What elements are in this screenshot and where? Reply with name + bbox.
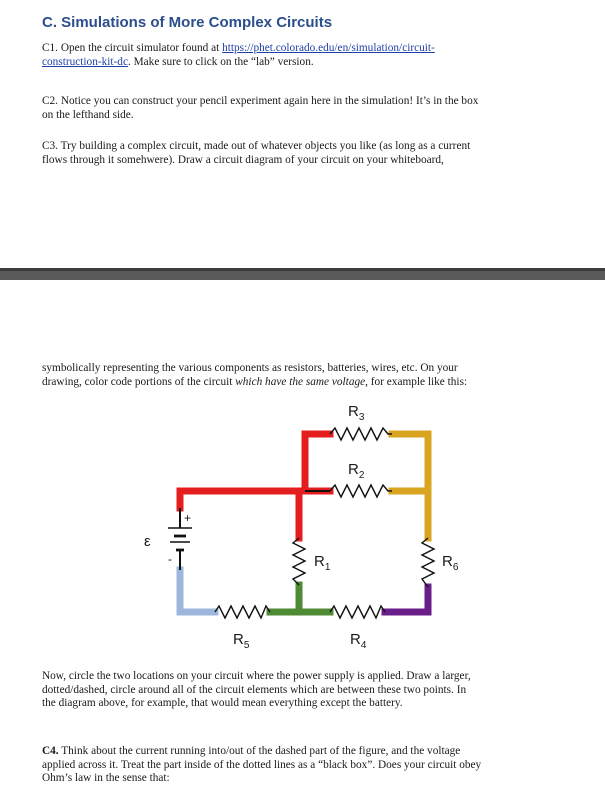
resistor-r4-zigzag <box>330 606 385 618</box>
resistor-r2-zigzag <box>330 485 392 497</box>
circuit-diagram <box>130 390 459 660</box>
now-line2: dotted/dashed, circle around all of the circuit elements which are between these two points. In <box>42 683 467 696</box>
minus-label: - <box>168 552 172 566</box>
wire-red <box>180 434 330 538</box>
page-1 <box>0 0 605 268</box>
wire-purple <box>385 587 428 612</box>
battery <box>168 528 192 550</box>
c2-line2: on the lefthand side. <box>42 108 134 121</box>
paragraph-c1 <box>42 42 564 69</box>
now-line1: Now, circle the two locations on your circuit where the power supply is applied. Draw a larger, <box>42 670 471 682</box>
c4-line3: Ohm’s law in the sense that: <box>42 772 170 784</box>
emphasis-same-voltage: which have the same voltage <box>235 375 366 388</box>
wire-green <box>270 585 330 612</box>
resistor-r3-zigzag <box>330 428 392 440</box>
simulator-link[interactable]: https://phet.colorado.edu/en/simulation/circuit- construction-kit-dc <box>42 42 435 68</box>
c1-tail: . Make sure to click on the “lab” version. <box>127 55 314 68</box>
resistor-r6-label: $R_6$ <box>442 553 459 573</box>
c4-line2: applied across it. Treat the part inside of the dotted lines as a “black box”. Does your circuit obey <box>42 758 482 771</box>
c1-lead: C1. Open the circuit simulator found at <box>42 42 223 54</box>
resistor-zigzags <box>215 428 434 618</box>
cont-line1: symbolically representing the various components as resistors, batteries, wires, etc. On your <box>42 362 458 374</box>
resistor-r5-zigzag <box>215 606 270 618</box>
paragraph-c4: C4. Think about the current running into/out of the dashed part of the figure, and the voltage applied across it. Treat the part inside of the dotted lines as a “black box”. Does your circuit obey Ohm’s law in the sense that: <box>42 745 482 784</box>
resistor-r5-label: $R_5$ <box>233 631 250 651</box>
resistor-r3-label: $R_3$ <box>348 403 365 423</box>
c2-line1: C2. Notice you can construct your pencil experiment again here in the simulation! It’s in the box <box>42 95 479 107</box>
emf-label: ε <box>144 533 151 550</box>
section-title: C. Simulations of More Complex Circuits <box>42 14 333 31</box>
wire-blue <box>180 570 215 612</box>
resistor-r1-zigzag <box>293 538 305 585</box>
page-2 <box>0 280 605 804</box>
resistor-r6-zigzag <box>422 538 434 587</box>
wire-gold <box>392 434 428 538</box>
paragraph-c3 <box>42 140 564 167</box>
paragraph-c2 <box>42 95 564 122</box>
page-separator-edge <box>0 268 605 271</box>
now-line3: the diagram above, for example, that would mean everything except the battery. <box>42 697 403 709</box>
paragraph-continuation: symbolically representing the various components as resistors, batteries, wires, etc. On your drawing, color code portions of the circuit which have the same voltage, for example like this: <box>42 362 468 388</box>
c3-line1: C3. Try building a complex circuit, made out of whatever objects you like (as long as a current <box>42 140 471 152</box>
c4-label: C4. <box>42 745 59 757</box>
c3-line2: flows through it somehwere). Draw a circuit diagram of your circuit on your whiteboard, <box>42 153 444 166</box>
plus-label: + <box>184 511 192 525</box>
resistor-r2-label: $R_2$ <box>348 461 365 481</box>
paragraph-now <box>42 670 564 711</box>
resistor-r4-label: $R_4$ <box>350 631 367 651</box>
resistor-r1-label: $R_1$ <box>314 553 331 573</box>
